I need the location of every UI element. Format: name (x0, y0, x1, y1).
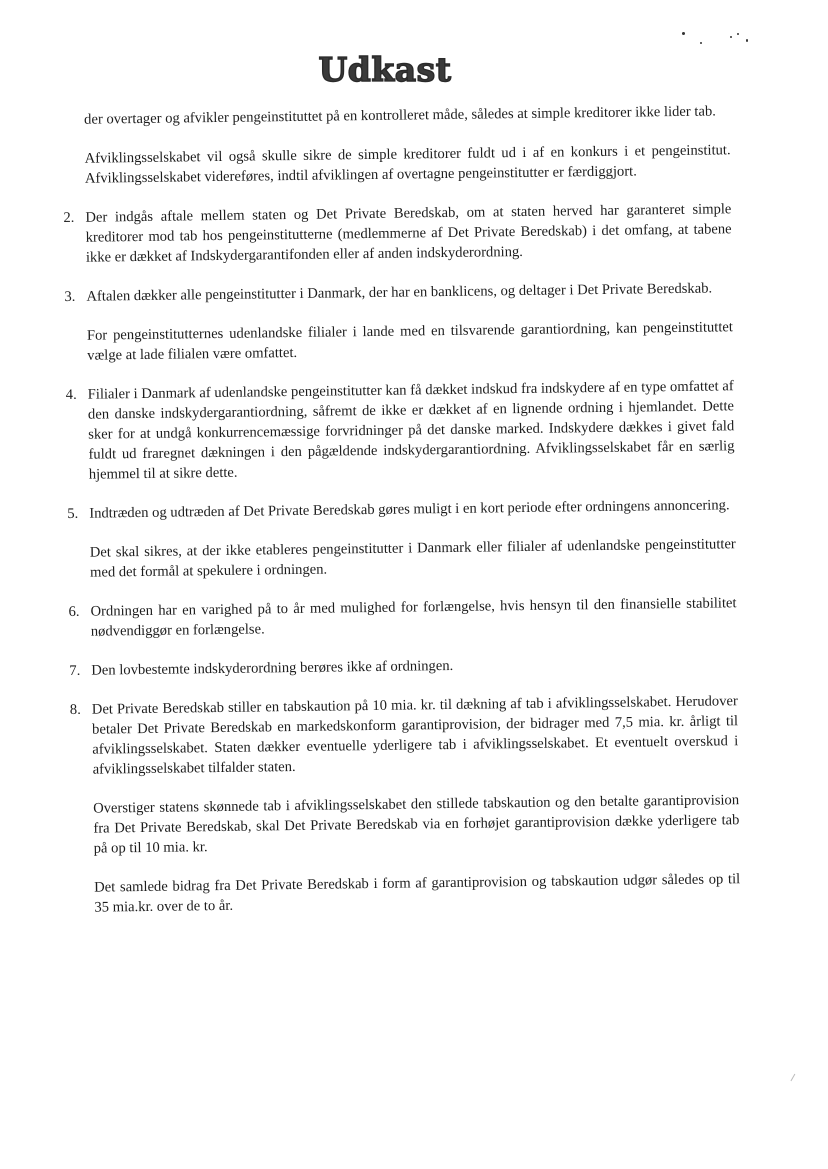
scan-speck (682, 32, 685, 35)
document-body (62, 101, 741, 937)
item-number: 2. (63, 209, 75, 226)
list-item (64, 278, 732, 307)
list-item (68, 593, 736, 642)
list-item (67, 495, 735, 524)
item-text: Ordningen har en varighed på to år med mulighed for forlængelse, hvis hensyn til den finansielle stabilitet nødvendiggør en forlængelse. (90, 595, 737, 640)
scan-speck (700, 42, 702, 44)
item-sub-paragraph: Det samlede bidrag fra Det Private Beredskab i form af garantiprovision og tabskaution udgør således op til 35 mia.kr. over de to år. (94, 871, 741, 916)
scan-speck (746, 39, 748, 42)
list-item (70, 691, 739, 780)
item-sub-paragraph: Det skal sikres, at der ikke etableres pengeinstitutter i Danmark eller filialer af udenlandske pengeinstitutter med det formål at spekulere i ordningen. (89, 536, 736, 581)
item-text: Indtræden og udtræden af Det Private Beredskab gøres muligt i en kort periode efter ordningens annoncering. (89, 497, 730, 522)
item-text: Det Private Beredskab stiller en tabskaution på 10 mia. kr. til dækning af tab i afviklingsselskabet. Herudover betaler Det Private Beredskab en markedskonform garantiprovision, der bidrager med 7,5 mia. kr. årligt til afviklingsselskabet. Staten dækker eventuelle yderligere tab i afviklingsselskabet. Et eventuelt overskud i afviklingsselskabet tilfalder staten. (91, 693, 739, 778)
list-item (66, 376, 735, 485)
scan-speck (730, 36, 732, 38)
item-sub-paragraph: For pengeinstitutternes udenlandske filialer i lande med en tilsvarende garantiordning, kan pengeinstituttet vælge at lade filialen være omfattet. (86, 319, 734, 364)
item-text: Filialer i Danmark af udenlandske pengeinstitutter kan få dækket indskud fra indskydere af en type omfattet af den danske indskydergarantiordning, såfremt de ikke er dækket af en lignende ordning i hjemlandet. Dette sker for at undgå konkurrencemæssige forvridninger på det danske marked. Indskydere dækkes i givet fald fuldt ud fraregnet dækningen i den pågældende indskydergarantiordning. Afviklingsselskabet får en særlig hjemmel til at sikre dette. (87, 378, 735, 483)
item-number: 4. (65, 386, 77, 403)
item-text: Den lovbestemte indskyderordning berøres ikke af ordningen. (91, 657, 454, 679)
list-item (69, 652, 737, 681)
scan-specks (680, 28, 760, 52)
item-sub-paragraph: Overstiger statens skønnede tab i afviklingsselskabet den stillede tabskaution og den betalte garantiprovision fra Det Private Beredskab, skal Det Private Beredskab via en forhøjet garantiprovision dække yderligere tab på op til 10 mia. kr. (93, 792, 740, 857)
item-text: Aftalen dækker alle pengeinstitutter i Danmark, der har en banklicens, og deltager i Det Private Beredskab. (86, 280, 713, 305)
item-number: 3. (64, 288, 76, 305)
intro-paragraph: der overtager og afvikler pengeinstituttet på en kontrolleret måde, således at simple kreditorer ikke lider tab. (84, 103, 716, 128)
draft-stamp: Udkast (318, 50, 452, 89)
scan-speck (737, 33, 739, 35)
item-number: 8. (69, 701, 81, 718)
item-number: 6. (68, 603, 80, 620)
item-text: Der indgås aftale mellem staten og Det Private Beredskab, om at staten herved har garanteret simple kreditorer mod tab hos pengeinstitutterne (medlemmerne af Det Private Beredskab) i det omfang, at tabene ikke er dækket af Indskydergarantifonden eller af anden indskyderordning. (85, 201, 732, 266)
intro-paragraph: Afviklingsselskabet vil også skulle sikre de simple kreditorer fuldt ud i af en konkurs i et pengeinstitut. Afviklingsselskabet videreføres, indtil afviklingen af overtagne pengeinstitutter er færdiggjort. (84, 142, 731, 187)
list-item (63, 199, 732, 268)
item-number: 5. (67, 505, 79, 522)
item-number: 7. (69, 662, 81, 679)
scan-mark (790, 1074, 800, 1084)
